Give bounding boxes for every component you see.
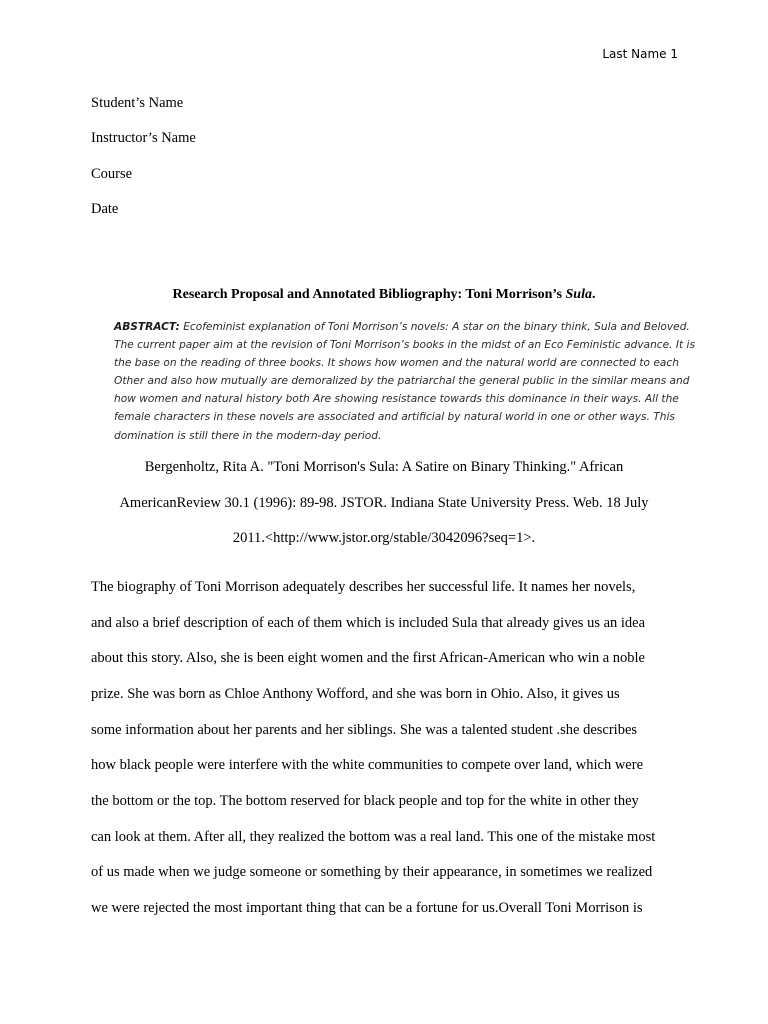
abstract-line <box>114 318 690 336</box>
abstract-line: Other and also how mutually are demoralized by the patriarchal the general public in the similar means and <box>114 375 690 388</box>
citation-line: Bergenholtz, Rita A. "Toni Morrison's Sula: A Satire on Binary Thinking." African <box>144 459 624 475</box>
abstract-line: The current paper aim at the revision of Toni Morrison’s books in the midst of an Eco Feministic advance. It is <box>114 339 695 352</box>
body-text-line: how black people were interfere with the white communities to compete over land, which were <box>91 757 644 773</box>
body-text-line: can look at them. After all, they realized the bottom was a real land. This one of the mistake most <box>91 829 656 845</box>
body-text-line: prize. She was born as Chloe Anthony Wofford, and she was born in Ohio. Also, it gives us <box>91 686 620 702</box>
abstract-label: ABSTRACT: <box>114 321 180 333</box>
abstract-line: how women and natural history both Are showing resistance towards this dominance in their ways. All the <box>114 393 679 406</box>
paper-title <box>0 285 768 305</box>
body-text-line: of us made when we judge someone or something by their appearance, in sometimes we realized <box>91 864 653 880</box>
paper-title-italic: Sula <box>565 287 592 302</box>
citation-line: 2011.<http://www.jstor.org/stable/3042096?seq=1>. <box>232 530 536 546</box>
date-line: Date <box>91 201 119 217</box>
page-header-page-number: Last Name 1 <box>602 47 678 61</box>
body-text-line: the bottom or the top. The bottom reserved for black people and top for the white in other they <box>91 793 639 809</box>
abstract-line: domination is still there in the modern-day period. <box>114 429 382 442</box>
instructor-name: Instructor’s Name <box>91 130 196 146</box>
body-text-line: we were rejected the most important thing that can be a fortune for us.Overall Toni Morrison is <box>91 900 643 916</box>
body-text-line: and also a brief description of each of them which is included Sula that already gives us an idea <box>91 615 646 631</box>
abstract-line: female characters in these novels are associated and artificial by natural world in one or other ways. This <box>114 411 675 424</box>
paper-title-end: . <box>591 287 596 302</box>
body-text-line: about this story. Also, she is been eight women and the first African-American who win a noble <box>91 650 645 666</box>
body-text-line: The biography of Toni Morrison adequately describes her successful life. It names her novels, <box>91 579 636 595</box>
paper-title-main: Research Proposal and Annotated Bibliography: Toni Morrison’s <box>172 287 566 302</box>
body-text-line: some information about her parents and her siblings. She was a talented student .she describes <box>91 722 638 738</box>
student-name: Student’s Name <box>91 95 184 111</box>
citation-line: AmericanReview 30.1 (1996): 89-98. JSTOR. Indiana State University Press. Web. 18 July <box>119 495 649 511</box>
abstract-text: Ecofeminist explanation of Toni Morrison’s novels: A star on the binary think, Sula and Beloved. <box>179 321 690 333</box>
abstract-line: the base on the reading of three books. It shows how women and the natural world are connected to each <box>114 357 679 370</box>
course-name: Course <box>91 166 133 182</box>
abstract-block <box>114 318 695 445</box>
